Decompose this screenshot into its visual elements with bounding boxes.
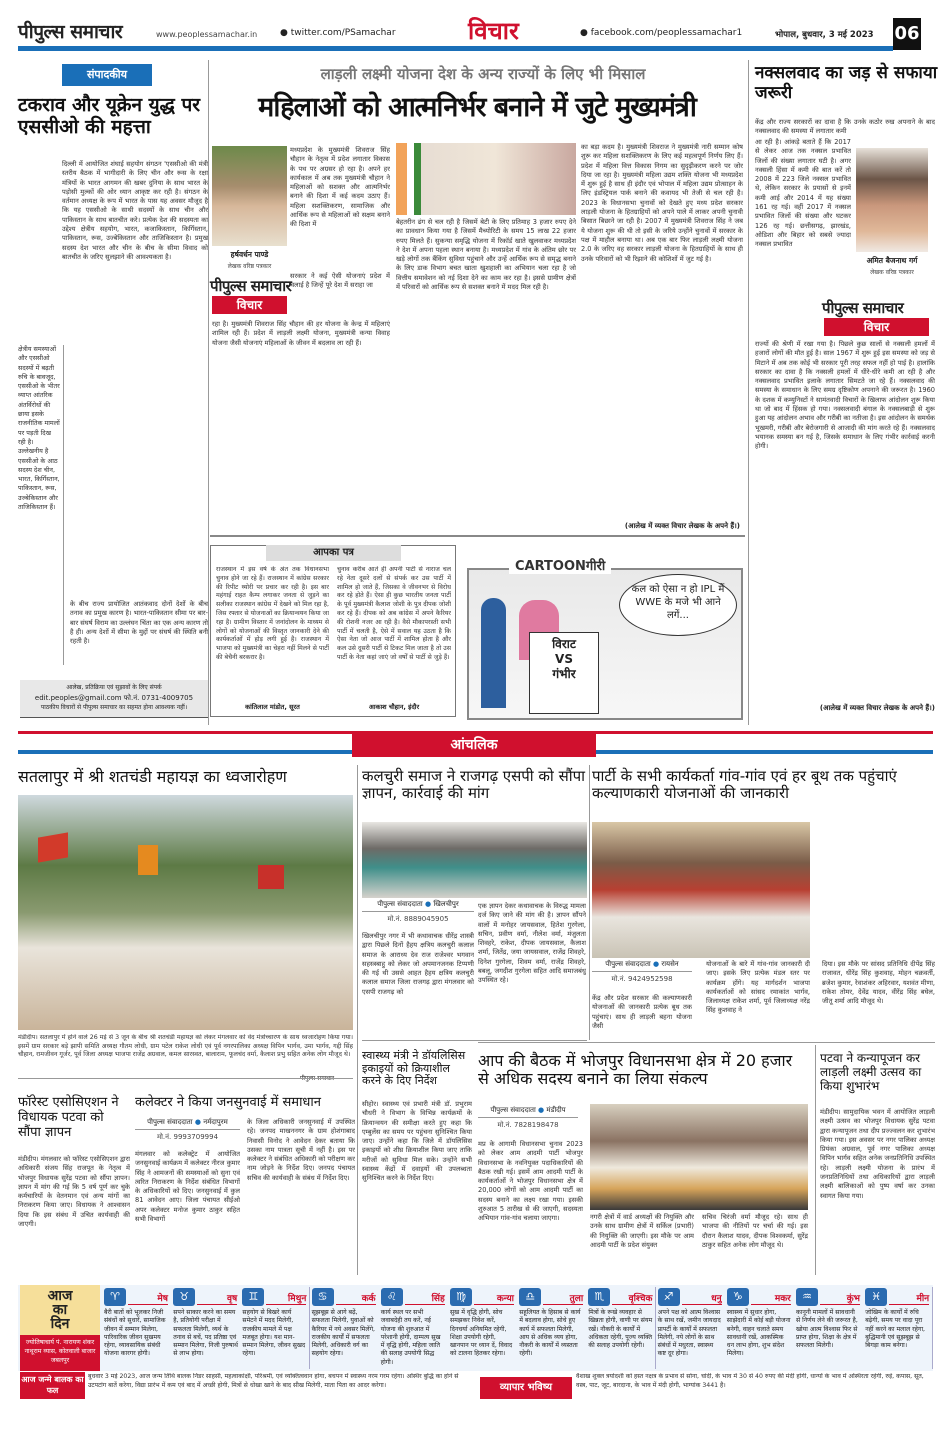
zodiac-icon: ♏ <box>588 1288 610 1306</box>
author-photo <box>212 146 287 246</box>
lead-col1c: रहा है। मुख्यमंत्री शिवराज सिंह चौहान की हर योजना के केन्द्र में महिलाएं शामिल रही हैं। प्रदेश में लाड़ली लक्ष्मी योजना, मुख्यमंत्री कन्या विवाह योजना जैसी योजनाएं महिलाओं के जीवन में बदलाव ला रही हैं। <box>212 320 390 347</box>
sign-text: अपने पक्ष को आत्म विश्वास के साथ रखें, जमीन जायदाद प्रापर्टी के कार्यों में सफलता मिलेगी, नये लोगों के साथ संबंधों में मधुरता, स्वास्थ्य कष्ट दूर होगा। <box>657 1309 721 1358</box>
cartoon-newspaper <box>529 632 599 714</box>
aap-body: मप्र के आगामी विधानसभा चुनाव 2023 को लेकर आम आदमी पार्टी भोजपुर विधानसभा के नवनियुक्त पदाधिकारियों की बैठक रखी गई। इसमें आम आदमी पार्टी के कार्यकर्ताओं ने भोजपुर विधानसभा क्षेत्र में 20,000 लोगों को आम आदमी पार्टी का सदस्य बनाने का लक्ष्य रखा गया। इसकी शुरुआत 5 तारीख से की जाएगी, सदस्यता अभियान गांव-गांव चलाया जाएगा। <box>478 1140 583 1223</box>
patwa-headline: पटवा ने कन्यापूजन कर लाड़ली लक्ष्मी उत्सव का किया शुभारंभ <box>820 1051 922 1093</box>
horoscope-sign <box>448 1287 518 1369</box>
lead-col1: मध्यप्रदेश के मुख्यमंत्री शिवराज सिंह चौहान के नेतृत्व में प्रदेश लगातार विकास के पथ पर अग्रसर हो रहा है। अपने हर कार्यकाल में अब तक मुख्यमंत्री चौहान ने महिलाओं को सशक्त और आत्मनिर्भर बनाने की दिशा में कई कदम उठाए हैं। महिला सशक्तिकरण, सामाजिक और आर्थिक रूप से महिलाओं को सक्षम बनाने की दिशा में <box>290 146 390 229</box>
twitter-link[interactable] <box>280 28 396 38</box>
horoscope-sign <box>725 1287 795 1369</box>
facebook-handle: facebook.com/peoplessamachar1 <box>590 28 743 38</box>
sign-name: कुंभ <box>820 1291 860 1305</box>
horoscope-sign <box>586 1287 656 1369</box>
horoscope-sign <box>310 1287 380 1369</box>
sign-text: बैरी बातों को भूलकर निजी संबंधों को सुधारें, सामाजिक जीवन में सम्मान मिलेगा, पारिवारिक जीवन सुखमय रहेगा, व्यावसायिक संबंधी योजना कारगर होगी। <box>104 1309 166 1358</box>
section-title: विचार <box>468 17 519 45</box>
right-logo: पीपुल्स समाचार <box>822 299 904 317</box>
lead-kicker: लाड़ली लक्ष्मी योजना देश के अन्य राज्यों के लिए भी मिसाल <box>320 65 646 83</box>
lead-logo: पीपुल्स समाचार <box>210 277 292 295</box>
byline-phone: मो.नं. 9424952598 <box>611 975 673 983</box>
editorial-body: दिल्ली में आयोजित शंघाई सहयोग संगठन 'एससीओ की मंत्री स्तरीय बैठक में भागीदारी के लिए चीन और रूस के रक्षा मंत्रियों के भारत आगमन की खबर दुनिया के साथ भारत के पड़ोसी मुल्कों की ओर ध्यान आकृष्ट कर रही है। संगठन के वर्तमान अध्यक्ष के रूप में भारत के पास यह अवसर मौजूद है कि यह एससीओ के साथी सदस्यों के साथ चीन और पाकिस्तान के साथ बातचीत करे। प्रत्येक देश की सदस्यता का उद्देश्य क्षेत्रीय सहयोग, भारत, कजाकिस्तान, किर्गिस्तान, पाकिस्तान, रूस, उज्बेकिस्तान और ताजिकिस्तान है। प्रमुख सदस्य देश भारत और चीन के बीच के सीमा विवाद को बातचीत के जरिए सुलझाने की आवश्यकता है। <box>62 160 208 261</box>
editorial-tag: संपादकीय <box>62 64 152 86</box>
right-logo-section: विचार <box>824 318 929 336</box>
kalchuri-body-2: एक ज्ञापन देकर कथावाचक के विरुद्ध मामला दर्ज किए जाने की मांग की है। ज्ञापन सौंपने वालों में मनोहर जायसवाल, हितेश गुरगेला, सचिन, प्रवीण वर्मा, नीलेश वर्मा, मंजुलता शिवहरे, राकेश, दीपक जायसवाल, कैलाश शर्मा, जितेंद्र, जया जायसवाल, राजेंद्र शिवहरे, दिनेश गुरगेला, शिवम वर्मा, राजेंद्र शिवहरे, बबलू, जगदीश गुरगेला सहित आदि समाजबंधु उपस्थित रहे। <box>478 902 586 985</box>
health-headline: स्वास्थ्य मंत्री ने डॉयलिसिस इकाइयों को क्रियाशील करने के दिए निर्देश <box>362 1049 466 1088</box>
aap-body-3: सचिव चिरंजी वर्मा मौजूद रहे। साथ ही भाजपा की नीतियों पर चर्चा की गई। इस दौरान कैलाश यादव, दीपक विश्वकर्मा, सुरेंद्र ठाकुर सहित अनेक लोग मौजूद थे। <box>702 1213 808 1249</box>
trade-label: व्यापार भविष्य <box>480 1377 572 1399</box>
collector-headline: कलेक्टर ने किया जनसुनवाई में समाधान <box>135 1095 322 1110</box>
chief-minister-photo <box>396 143 576 215</box>
right-body-2: राज्यों की श्रेणी में रखा गया है। पिछले कुछ सालों से नक्सली हमलों में हजारों लोगों की मौत हुई है। साल 1967 में शुरू हुई इस समस्या को जड़ से मिटाने में अब तक कोई भी सरकार पूरी तरह सफल नहीं हो पाई है। हालांकि सरकार का दावा है कि नक्सली हमलों में धीरे-धीरे कमी आ रही है और नक्सलवाद प्रभावित इलाके लगातार सिमटते जा रहे हैं। नक्सलवाद की समस्या के समाधान के लिए समग्र दृष्टिकोण अपनाने की जरूरत है। 1960 के दशक में कम्युनिस्टों ने सामंतवादी विचारों के खिलाफ आंदोलन शुरू किया था जो बाद में हिंसक हो गया। नक्सलवादी बंगाल के नक्सलबाड़ी से शुरू हुआ यह आंदोलन अभाव और गरीबी का नतीजा है। इस आंदोलन के समर्थक भूखमरी, गरीबी और बेरोजगारी से आजादी की मांग करते रहे हैं। नक्सलवाद भयानक समस्या बन गई है, जिसके समाधान के लिए गंभीर कार्रवाई करनी होगी। <box>755 340 935 451</box>
cartoon-figure-1 <box>481 598 506 708</box>
sign-text: सूझबूझ से आगे बढ़ें, सफलता मिलेगी, युवाओं को कैरियर में नये अवसर मिलेंगे, राजकीय कार्यों में सफलता मिलेगी, अधिकारी वर्ग का सहयोग रहेगा। <box>311 1309 376 1358</box>
right-headline: नक्सलवाद का जड़ से सफाया जरूरी <box>755 63 938 103</box>
aap-body-2: नगरी क्षेत्रों में वार्ड अध्यक्षों की नियुक्ति और उनके साथ ग्रामीण क्षेत्रों में सर्किल (प्रभारी) की नियुक्ति की जाएगी। इस मौके पर आम आदमी पार्टी के प्रदेश संयुक्त <box>590 1213 694 1249</box>
letter-2-signature: आकाश चौहान, इंदौर <box>368 703 420 711</box>
cartoon-speech-bubble: कल को ऐसा न हो IPL में WWE के मजे भी आने लगें... <box>619 574 737 636</box>
collector-byline: पीपुल्स संवाददाता ● नर्मदापुरम मो.नं. 9993709994 <box>135 1118 240 1142</box>
right-author-name: अमित बैजनाथ गर्ग <box>866 256 918 265</box>
health-body: सीहोर। स्वास्थ्य एवं प्रभारी मंत्री डॉ. प्रभुराम चौधरी ने विभाग के विभिन्न कार्यक्रमों के क्रियान्वयन की समीक्षा करते हुए कहा कि एम्बुलेंस का समय पर पहुंचना सुनिश्चित किया जाए। उन्होंने कहा कि जिले में डॉयलिसिस इकाइयों को शीघ्र क्रियाशील किया जाए ताकि मरीजों को सुविधा मिल सके। उन्होंने सभी स्वास्थ्य केंद्रों में दवाइयों की उपलब्धता सुनिश्चित करने के निर्देश दिए। <box>362 1100 472 1183</box>
kalchuri-photo <box>362 822 587 898</box>
horoscope-sign <box>517 1287 587 1369</box>
facebook-link[interactable] <box>580 28 742 38</box>
twitter-icon: ● <box>280 28 288 38</box>
letters-title: आपका पत्र <box>266 545 401 561</box>
horoscope-sign <box>863 1287 933 1369</box>
sign-name: वृष <box>197 1291 237 1305</box>
zodiac-icon: ♌ <box>381 1288 403 1306</box>
sign-text: मित्रों के रूखे व्यवहार से खिन्नता होगी, वाणी पर संयम रखें। नौकरी के कार्यों में अधिकता रहेगी, पूज्य व्यक्ति की सलाह उपयोगी रहेगी। <box>588 1309 653 1350</box>
right-disclaimer: (आलेख में व्यक्त विचार लेखक के अपने हैं।) <box>819 704 935 712</box>
byline-place: मंडीदीप <box>546 1106 566 1114</box>
sign-name: वृश्चिक <box>612 1291 652 1305</box>
masthead-rule <box>18 46 893 51</box>
sign-name: मिथुन <box>266 1291 306 1305</box>
horoscope-sign <box>379 1287 449 1369</box>
editorial-headline: टकराव और यूक्रेन युद्ध पर एससीओ की महत्ता <box>18 94 201 138</box>
lead-col2: बेहतरीन ढंग से चल रही है जिसमें बेटी के लिए प्रतिमाह 3 हजार रुपए देने का प्रावधान किया गया है जिसमें मैच्योरिटी के समय 15 लाख 22 हजार रुपए मिलते हैं। सुकन्या समृद्धि योजना में रिकॉर्ड खाते खुलवाकर मध्यप्रदेश ने देश में अपना पहला स्थान बनाया है। मध्यप्रदेश में गांव के अंतिम छोर पर खड़े लोगों तक बैंकिंग सुविधा पहुंचाने और उन्हें आर्थिक रूप से समृद्ध बनाने के लिए डाक विभाग बचत खाता खुशहाली का अभियान चला रहा है जो वित्तीय समावेशन को नई दिशा देने का काम कर रहा है। इससे ग्रामीण क्षेत्रों में परिवारों को आर्थिक रूप से सशक्त बनाने में मदद मिल रही है। <box>396 218 576 292</box>
sign-text: सपने साकार करने का समय है, प्रतियोगी परीक्षा में सफलता मिलेगी, व्यर्थ के तनाव से बचें, पद प्रतिष्ठा एवं सम्मान मिलेगा, निजी पुरुषार्थ से लाभ होगा। <box>173 1309 238 1358</box>
lead-disclaimer: (आलेख में व्यक्त विचार लेखक के अपने हैं।) <box>624 522 740 530</box>
sign-text: जोखिम के कार्यों में रुचि बढ़ेगी, समय पर वादा पूरा नहीं करने का मलाल रहेगा, बुद्धिमानी एवं सूझबूझ से बिगड़ा काम बनेगा। <box>865 1309 926 1350</box>
sign-name: मकर <box>751 1291 791 1305</box>
byline-name: पीपुल्स संवाददाता <box>605 960 651 968</box>
masthead-logo: पीपुल्स समाचार <box>18 21 123 43</box>
zodiac-icon: ♒ <box>796 1288 818 1306</box>
satlapur-caption: मंडीदीप। सतलापुर में होने वाले 26 मई से 3 जून के बीच श्री शतचंडी महायज्ञ को लेकर मंगलवार को वेद मंत्रोच्चारण के साथ ध्वजारोहण किया गया। इसमें ग्राम सरकार बड़े झापी समिति अध्यक्ष गौतम लोधी, ग्राम पटेल राकेश लोधी एवं पूर्व नगरपालिका अध्यक्ष विपिन भार्गव, उमा भार्गव, गद्दी सिंह चौहान, रामजीवन गूर्जर, पूर्व जिला अध्यक्ष भाजपा राजेंद्र अग्रवाल, कमल सारस्वत, बालाराम, फूलचंद वर्मा, कैलाश प्रभु सहित अनेक लोग मौजूद थे। <box>18 1034 353 1058</box>
horoscope-sign <box>794 1287 864 1369</box>
author-role: लेखक वरिष्ठ पत्रकार <box>227 263 272 270</box>
dateline: भोपाल, बुधवार, 3 मई 2023 <box>775 30 874 40</box>
disclaimer: पाठकीय विचारों से पीपुल्स समाचार का सहमत होना आवश्यक नहीं। <box>40 704 188 711</box>
patwa-body: मंडीदीप। सामुदायिक भवन में आयोजित लाड़ली लक्ष्मी उत्सव का भोजपुर विधायक सुरेंद्र पटवा द्वारा कन्यापूजन तथा दीप प्रज्ज्वलन कर शुभारंभ किया गया। इस अवसर पर नगर पालिका अध्यक्ष प्रियंका अग्रवाल, पूर्व नगर पालिका अध्यक्ष विपिन भार्गव सहित अनेक जनप्रतिनिधि उपस्थित रहे। लाड़ली लक्ष्मी योजना के प्रारंभ में जनप्रतिनिधियों तथा अधिकारियों द्वारा लाड़ली लक्ष्मी बालिकाओं को पुष्प वर्षा कर उनका स्वागत किया गया। <box>820 1108 935 1200</box>
right-body-1: आ रही है। आंकड़े बताते हैं कि 2017 से लेकर आज तक नक्सल प्रभावित जिलों की संख्या लगातार घटी है। अगर नक्सली हिंसा में कमी की बात करें तो 2008 में 223 जिले नक्सल प्रभावित थे, लेकिन सरकार के प्रयासों से इनमें कमी आई और 2014 में यह संख्या 161 रह गई। वहीं 2017 में नक्सल प्रभावित जिलों की संख्या और घटकर 126 रह गई। छत्तीसगढ़, झारखंड, ओडिशा और बिहार को सबसे ज्यादा नक्सल प्रभावित <box>755 138 851 249</box>
horoscope-title-box <box>20 1285 100 1371</box>
author-name: हर्षवर्धन पाण्डे <box>230 250 269 259</box>
party-body-1: केंद्र और प्रदेश सरकार की कल्याणकारी योजनाओं की जानकारी प्रत्येक बूथ तक पहुंचाएं। साथ ही लाड़ली बहना योजना जैसी <box>592 994 692 1030</box>
right-author-role: लेखक वरिष्ठ पत्रकार <box>870 269 914 276</box>
lead-col1b: सरकार ने कई ऐसी योजनाएं प्रदेश में चलाई है जिन्हें पूरे देश में सराहा जा <box>290 272 390 290</box>
byline-phone: मो.नं. 8889045905 <box>387 915 449 923</box>
horoscope-title: आज का दिन <box>47 1288 73 1332</box>
sign-name: मेष <box>128 1291 168 1305</box>
byline-name: पीपुल्स संवाददाता <box>490 1106 536 1114</box>
zodiac-icon: ♐ <box>658 1288 680 1306</box>
contact-email[interactable]: edit.peoples@gmail.com फो.नं. 0731-4009705 <box>34 694 194 702</box>
lead-col3: का बड़ा कदम है। मुख्यमंत्री शिवराज ने मुख्यमंत्री नारी सम्मान कोष शुरू कर महिला सशक्तिकरण के लिए कई महत्वपूर्ण निर्णय लिए हैं। प्रदेश में महिला वित्त विकास निगम का सुदृढ़ीकरण करने पर जोर दिया जा रहा है। मुख्यमंत्री महिला उद्यम शक्ति योजना भी मध्यप्रदेश में शुरू हुई है साथ ही इंदौर एवं भोपाल में महिला उद्यम प्रोत्साहन के लिए इंडस्ट्रियल पार्क बनाने की कवायद भी तेजी से चल रही है। 2023 के विधानसभा चुनावों को देखते हुए मध्य प्रदेश सरकार लाड़ली योजना के हितग्राहियों को अपने पाले में लाकर अपनी चुनावी बिसात बिछाने जा रही है। 2007 में मुख्यमंत्री शिवराज सिंह ने जब ये योजना शुरू की थी तो इसी के जरिये उन्होंने चुनावों में सरकार के पक्ष में माहौल बनाया था। अब एक बार फिर लाड़ली लक्ष्मी योजना 2.0 के जरिए वह सरकार लाड़ली योजना के हितग्राहियों के साथ ही उनके परिवारों को भी रिझाने की कोशिशों में जुट गई है। <box>581 143 743 263</box>
zodiac-icon: ♍ <box>450 1288 472 1306</box>
sign-name: मीन <box>889 1291 929 1305</box>
editorial-body-end: के बीच राज्य प्रायोजित आतंकवाद दोनों देशों के बीच तनाव का प्रमुख कारण है। भारत-पाकिस्तान सीमा पर बार-बार संघर्ष विराम का उल्लंघन चिंता का एक अन्य कारण तो है ही। अन्य देशों में सीमा के मुद्दों पर संघर्ष की स्थिति बनी रहती है। <box>70 600 208 646</box>
sign-name: तुला <box>543 1291 583 1305</box>
byline-name: पीपुल्स संवाददाता <box>377 900 423 908</box>
contact-label: आलेख, प्रतिक्रिया एवं सुझावों के लिए संपर्क <box>66 684 162 691</box>
zodiac-icon: ♋ <box>312 1288 334 1306</box>
byline-phone: मो.नं. 7828198478 <box>497 1121 559 1129</box>
zodiac-icon: ♓ <box>865 1288 887 1306</box>
aap-photo <box>590 1104 808 1210</box>
zodiac-icon: ♉ <box>173 1288 195 1306</box>
birth-label: आज जन्मे बालक का फल <box>20 1372 85 1399</box>
cartoon-title: CARTOONगीरी <box>509 556 611 574</box>
page-number: 06 <box>893 18 921 50</box>
trade-text: वैशाख शुक्ल त्रयोदशी को हस्त नक्षत्र के प्रभाव से सोना, चांदी, के भाव में 30 से 40 रुपए की मंदी होगी, धान्यों के भाव में अस्थिरता रहेगी, रुई, कपास, सूत, वस्त्र, पाट, जूट, बारदाना, के भाव में मंदी होगी, भाग्यांक 3441 है। <box>576 1373 924 1389</box>
right-author-photo <box>856 148 928 252</box>
newspaper-line-3: गंभीर <box>552 667 576 681</box>
sign-text: सुख में वृद्धि होगी, सोच समझकर निवेश करें, दिनचर्या अनियमित रहेगी, शिक्षा उपयोगी रहेगी, खानपान पर ध्यान दें, विवाद को टालना हितकर रहेगा। <box>450 1309 513 1358</box>
regional-section-tab: आंचलिक <box>352 733 596 757</box>
sign-text: कानूनी मामलों में सावधानी से निर्णय लेने की जरूरत है, खोया आत्म विश्वास फिर से प्राप्त होगा, शिक्षा के क्षेत्र में सफलता मिलेगी। <box>796 1309 858 1350</box>
party-body-3: दिया। इस मौके पर सांसद प्रतिनिधि दीपेंद्र सिंह राजावत, धीरेंद्र सिंह कुशवाह, मोहन चक्रवर्ती, ब्रजेश कुमार, रेवाशंकर अहिरवार, यशवंत मीणा, राकेश तोमर, देवेंद्र यादव, वीरेंद्र सिंह बघेल, जीतू शर्मा आदि मौजूद थे। <box>822 960 935 1006</box>
aap-byline: पीपुल्स संवाददाता ● मंडीदीप मो.नं. 7828198478 <box>478 1106 578 1130</box>
sign-name: कर्क <box>336 1291 376 1305</box>
newspaper-line-1: विराट <box>552 637 576 651</box>
lead-logo-section: विचार <box>212 296 287 314</box>
letters-box <box>210 545 456 717</box>
kalchuri-byline: पीपुल्स संवाददाता ● खिलचीपुर मो.नं. 8889045905 <box>362 900 474 924</box>
byline-phone: मो.नं. 9993709994 <box>156 1133 219 1141</box>
zodiac-icon: ♑ <box>727 1288 749 1306</box>
party-byline: पीपुल्स संवाददाता ● रायसेन मो.नं. 9424952598 <box>592 960 692 984</box>
horoscope-sign <box>656 1287 726 1369</box>
letter-2: चुनाव करीब आते ही अपनी पार्टी से नाराज चल रहे नेता दूसरे दलों से संपर्क कर उस पार्टी में शामिल हो जाते हैं, जिसका वे जीवनभर से विरोध कर रहे होते हैं। ऐसा ही कुछ भारतीय जनता पार्टी के पूर्व मुख्यमंत्री कैलाश जोशी के पुत्र दीपक जोशी कर रहे हैं। दीपक को अब कांग्रेस में अपने कैरियर की रोशनी नजर आ रही है। वैसे मौकापरस्ती सभी पार्टी में चलती है, ऐसे में सवाल यह उठता है कि ऐसा नेता जो आज पार्टी में शामिल होता है और कल उसे दूसरी पार्टी से टिकट मिल जाता है तो उस पार्टी के नेता कहां जाएं जो वर्षों से पार्टी से जुड़े हैं। <box>337 566 451 661</box>
lead-headline: महिलाओं को आत्मनिर्भर बनाने में जुटे मुख्यमंत्री <box>258 92 696 123</box>
editorial-pull-quote: क्षेत्रीय समस्याओं और एससीओ सदस्यों में बढ़ती रुचि के बावजूद, एससीओ के भीतर व्याप्त आंतरिक अंतर्विरोधों की छाया इसके राजनीतिक मामलों पर पड़ती दिख रही है। उल्लेखनीय है एससीओ के आठ सदस्य देश चीन, भारत, किर्गिस्तान, पाकिस्तान, रूस, उज्बेकिस्तान और ताजिकिस्तान हैं। <box>18 345 60 512</box>
forest-headline: फॉरेस्ट एसोसिएशन ने विधायक पटवा को सौंपा ज्ञापन <box>18 1095 119 1140</box>
zodiac-icon: ♎ <box>519 1288 541 1306</box>
right-intro: केंद्र और राज्य सरकारों का दावा है कि उनके कठोर रुख अपनाने के बाद नक्सलवाद की समस्या में लगातार कमी <box>755 118 935 136</box>
party-body-2: योजनाओं के बारे में गांव-गांव जानकारी दी जाए। इसके लिए प्रत्येक मंडल स्तर पर कार्यक्रम होंगे। यह मार्गदर्शन भाजपा कार्यकर्ताओं को सांसद रमाकांत भार्गव, जिलाध्यक्ष राकेश शर्मा, पूर्व जिलाध्यक्ष नरेंद्र सिंह कुशवाह ने <box>706 960 810 1015</box>
collector-body-2: के जिला अधिकारी जनसुनवाई में उपस्थित रहे। जनपद माखननगर के ग्राम होशंगाबाद निवासी विनोद ने आवेदन देकर बताया कि उसका नाम पात्रता सूची में नहीं है। इस पर कलेक्टर ने संबंधित अधिकारी को परीक्षण कर नाम जोड़ने के निर्देश दिए। जनपद पंचायत सचिव की कार्यवाही के संबंध में निर्देश दिए। <box>247 1118 355 1182</box>
sign-text: सहयोग से बिखरे कार्य समेटने में मदद मिलेगी, राजकीय मामले में पक्ष मजबूत होगा। यश मान-सम्मान मिलेगा, जीवन सुखद रहेगा। <box>242 1309 306 1358</box>
sign-text: स्वास्थ्य में सुधार होगा, साझेदारी में कोई बड़ी योजना बनेगी, वाहन चलाते समय सावधानी रखें, आकस्मिक धन लाभ होगा, शुभ संदेश मिलेगा। <box>726 1309 791 1358</box>
letter-1: राजस्थान में इस वर्ष के अंत तक विधानसभा चुनाव होने जा रहे हैं। राजस्थान में कांग्रेस सरकार की रिपीट थ्योरी पर प्रचार कर रही है। इस बार महंगाई राहत कैम्प लगाकर जनता से जुड़ने का सलीका राजस्थान कांग्रेस में देखने को मिल रहा है, जिस रफ्तार से योजनाओं का क्रियान्वयन किया जा रहा है। ग्रामीण विस्तार में जनांदोलन के माध्यम से लोगों को योजनाओं की विस्तृत जानकारी देने की कार्यकर्ताओं में होड़ लगी हुई है। राजस्थान में भाजपा को मुख्यमंत्री का चेहरा नहीं मिलने से पार्टी की बेचैनी बरकरार है। <box>216 566 329 661</box>
zodiac-icon: ♈ <box>104 1288 126 1306</box>
sign-name: सिंह <box>405 1291 445 1305</box>
forest-body: मंडीदीप। मंगलवार को फॉरेस्ट एसोसिएशन द्वारा अधिकारी संजय सिंह राजपूत के नेतृत्व में भोजपुर विधायक सुरेंद्र पटवा को सौंपा ज्ञापन। ज्ञापन में मांग की गई कि 5 वर्ष पूर्ण कर चुके कर्मचारियों के वेतनमान एवं अन्य मांगों का निराकरण किया जाए। विधायक ने आश्वासन दिया कि इस संबंध में उचित कार्यवाही की जाएगी। <box>18 1155 130 1229</box>
horoscope-sign <box>240 1287 310 1369</box>
party-headline: पार्टी के सभी कार्यकर्ता गांव-गांव एवं हर बूथ तक पहुंचाएं कल्याणकारी योजनाओं की जानकारी <box>592 767 897 803</box>
satlapur-headline: सतलापुर में श्री शतचंडी महायज्ञ का ध्वजारोहण <box>18 767 287 786</box>
astrologer-credit: ज्योतिषाचार्य पं. नारायण शंकर नाथूराम व्यास, कोतवाली बाजार जबलपुर <box>20 1335 100 1371</box>
sign-name: धनु <box>682 1291 722 1305</box>
aap-headline: आप की बैठक में भोजपुर विधानसभा क्षेत्र में 20 हजार से अधिक सदस्य बनाने का लिया संकल्प <box>478 1051 793 1089</box>
byline-place: रायसेन <box>661 960 679 968</box>
collector-body-1: मंगलवार को कलेक्ट्रेट में आयोजित जनसुनवाई कार्यक्रम में कलेक्टर नीरज कुमार सिंह ने आमजनों की समस्याओं को सुना एवं त्वरित निराकरण के निर्देश संबंधित विभागों के अधिकारियों को दिए। जनसुनवाई में कुल 81 आवेदन आए। जिला पंचायत सीईओ अपर कलेक्टर मनोज कुमार ठाकुर सहित सभी विभागों <box>135 1150 240 1224</box>
party-photo <box>592 822 810 958</box>
twitter-handle: twitter.com/PSamachar <box>290 28 396 38</box>
byline-name: पीपुल्स संवाददाता <box>147 1118 193 1126</box>
sign-name: कन्या <box>474 1291 514 1305</box>
sign-text: सहूलियत के हिसाब से कार्य में बदलाव होगा, सोचे हुए कार्य में सफलता मिलेगी, आय से अधिक व्यय होगा, नौकरी के कार्यों में व्यस्तता रहेगी। <box>519 1309 581 1358</box>
kalchuri-body-1: खिलचीपुर नगर में भी कथावाचक धीरेंद्र शास्त्री द्वारा पिछले दिनों हैहय क्षत्रिय कलचुरी कलाल समाज के आराध्य देव राज राजेश्वर भगवान सहस्त्रबाहु को लेकर जो अपमानजनक टिप्पणी की गई थी उससे आहत हैहय क्षत्रिय कलचुरी कलाल समाज जिला राजगढ़ द्वारा मंगलवार को एसपी राजगढ़ को <box>362 932 474 996</box>
website-link[interactable]: www.peoplessamachar.in <box>156 30 258 39</box>
sign-text: कार्य स्थल पर सभी जवाबदेही तय करें, नई योजना की शुरुआत में परेशानी होगी, दाम्पत्य सुख में वृद्धि होगी, महिला जाति की सलाह उपयोगी सिद्ध होगी। <box>380 1309 441 1366</box>
contact-box <box>20 680 208 718</box>
newspaper-line-2: VS <box>555 652 573 666</box>
satlapur-photo <box>18 795 353 1030</box>
horoscope-sign <box>171 1287 241 1369</box>
byline-place: नर्मदापुरम <box>203 1118 228 1126</box>
zodiac-icon: ♊ <box>242 1288 264 1306</box>
cartoon-panel <box>467 559 743 720</box>
horoscope-sign <box>102 1287 172 1369</box>
birth-text: बुधवार 3 मई 2023, आज जन्म तिथि बालक निडर साहसी, महत्वाकांक्षी, परिश्रमी, एवं व्यक्तित्ववान होगा, बचपन में स्वास्थ्य नरम गरम रहेगा। अस्थिर बुद्धि का होने से उटपटांग बातें करेगा, विद्या प्रारंभ में कम एवं बाद में अच्छी होगी, मित्रों से धोखा खाने के बाद सीख मिलेगी, माता पिता का आदर करेगा। <box>88 1373 459 1389</box>
byline-place: खिलचीपुर <box>433 900 459 908</box>
facebook-icon: ● <box>580 28 588 38</box>
kalchuri-headline: कलचुरी समाज ने राजगढ़ एसपी को सौंपा ज्ञापन, कार्रवाई की मांग <box>362 767 586 803</box>
letter-1-signature: कांतिलाल मांडोत, सूरत <box>245 703 300 711</box>
